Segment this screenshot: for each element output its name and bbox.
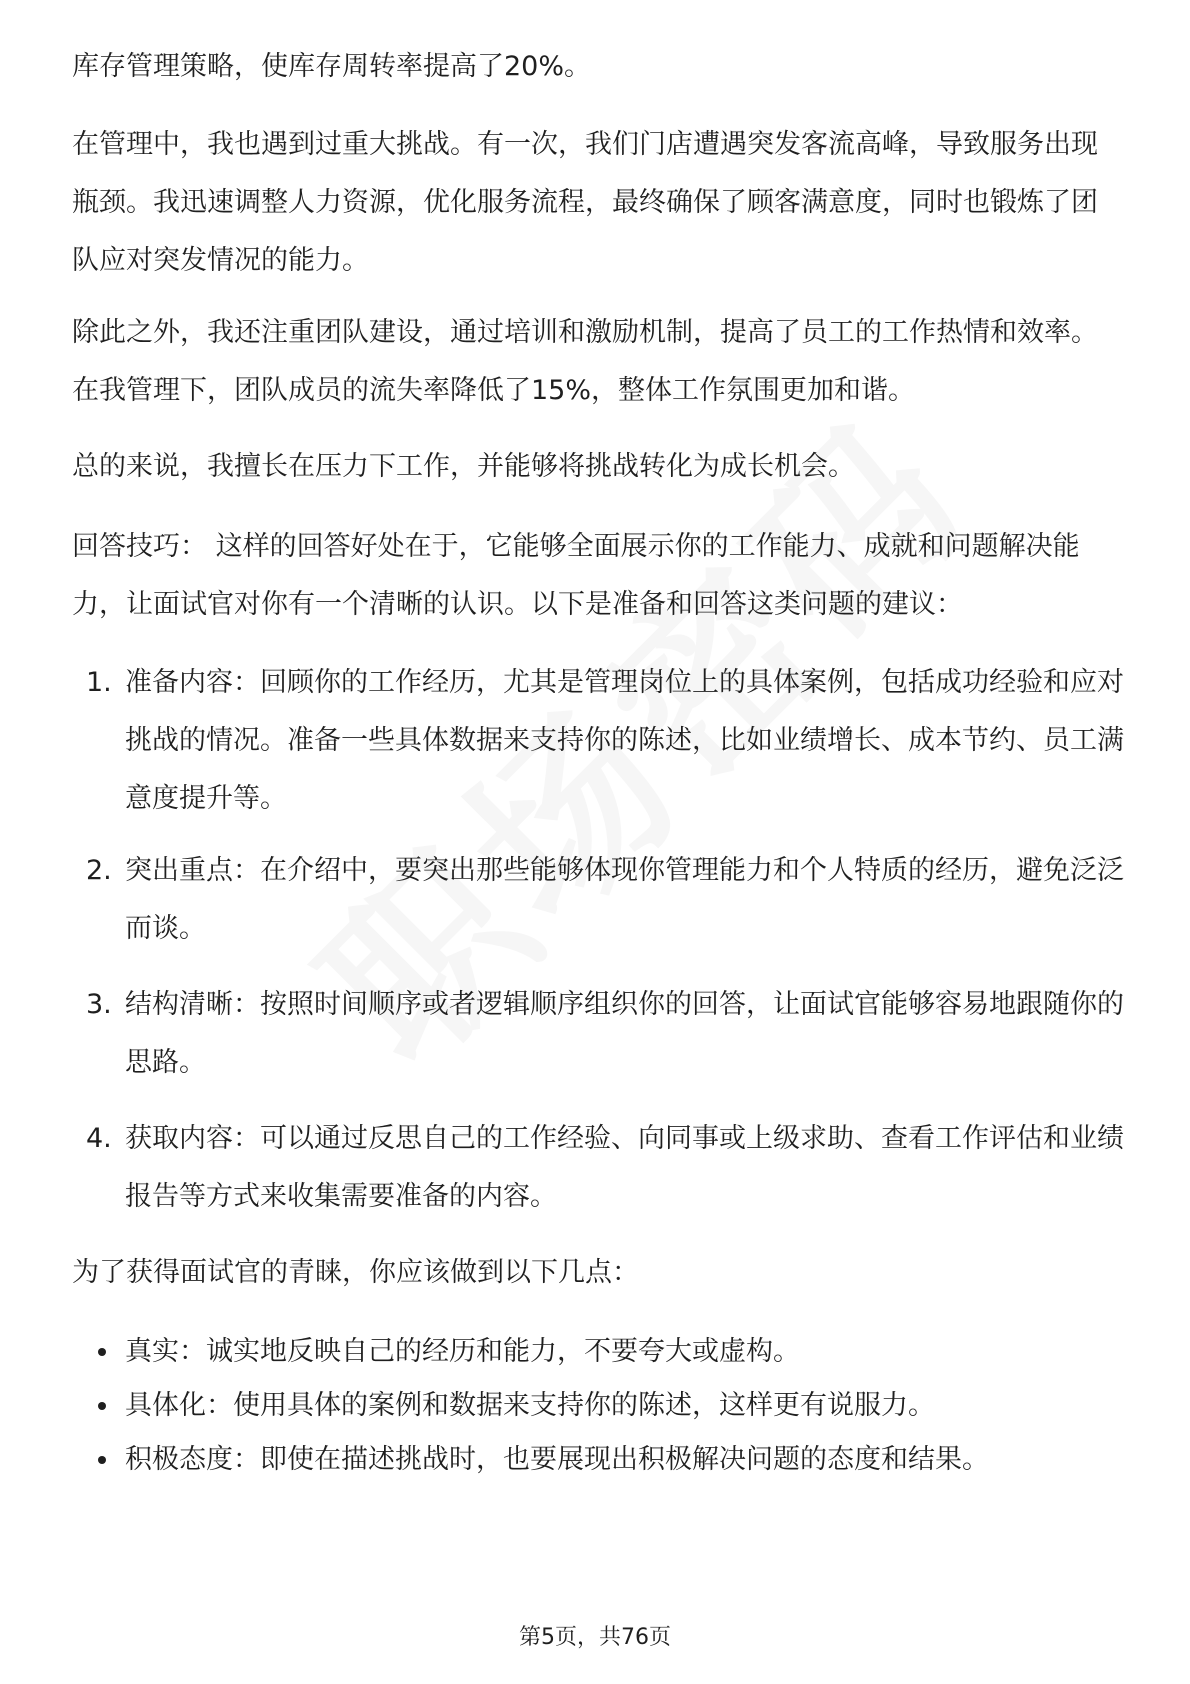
bullet-item-text: 积极态度：即使在描述挑战时，也要展现出积极解决问题的态度和结果。 <box>125 1444 989 1475</box>
list-item-text: 突出重点：在介绍中，要突出那些能够体现你管理能力和个人特质的经历，避免泛泛而谈。 <box>125 855 1124 944</box>
list-number: 2. <box>86 855 112 886</box>
list-number: 4. <box>86 1123 112 1154</box>
list-item-text: 获取内容：可以通过反思自己的工作经验、向同事或上级求助、查看工作评估和业绩报告等方式来收集需要准备的内容。 <box>125 1123 1124 1212</box>
paragraph-challenge: 在管理中，我也遇到过重大挑战。有一次，我们门店遭遇突发客流高峰，导致服务出现瓶颈。我迅速调整人力资源，优化服务流程，最终确保了顾客满意度，同时也锻炼了团队应对突发情况的能力。 <box>72 129 1098 276</box>
bullet-dot-icon <box>98 1402 106 1410</box>
paragraph-tips-intro: 为了获得面试官的青睐，你应该做到以下几点： <box>72 1257 639 1288</box>
bullet-dot-icon <box>98 1456 106 1464</box>
bullet-item-text: 具体化：使用具体的案例和数据来支持你的陈述，这样更有说服力。 <box>125 1390 935 1421</box>
list-number: 3. <box>86 989 112 1020</box>
page-footer: 第5页，共76页 <box>519 1625 671 1650</box>
paragraph-inventory: 库存管理策略，使库存周转率提高了20%。 <box>72 51 592 82</box>
list-item-text: 结构清晰：按照时间顺序或者逻辑顺序组织你的回答，让面试官能够容易地跟随你的思路。 <box>125 989 1124 1078</box>
paragraph-team-building: 除此之外，我还注重团队建设，通过培训和激励机制，提高了员工的工作热情和效率。在我管理下，团队成员的流失率降低了15%，整体工作氛围更加和谐。 <box>72 317 1098 406</box>
list-item-text: 准备内容：回顾你的工作经历，尤其是管理岗位上的具体案例，包括成功经验和应对挑战的情况。准备一些具体数据来支持你的陈述，比如业绩增长、成本节约、员工满意度提升等。 <box>125 667 1124 814</box>
list-number: 1. <box>86 667 112 698</box>
bullet-dot-icon <box>98 1348 106 1356</box>
paragraph-summary: 总的来说，我擅长在压力下工作，并能够将挑战转化为成长机会。 <box>72 451 855 482</box>
paragraph-answer-tips: 回答技巧： 这样的回答好处在于，它能够全面展示你的工作能力、成就和问题解决能力，让面试官对你有一个清晰的认识。以下是准备和回答这类问题的建议： <box>72 531 1080 620</box>
bullet-item-text: 真实：诚实地反映自己的经历和能力，不要夸大或虚构。 <box>125 1336 800 1367</box>
